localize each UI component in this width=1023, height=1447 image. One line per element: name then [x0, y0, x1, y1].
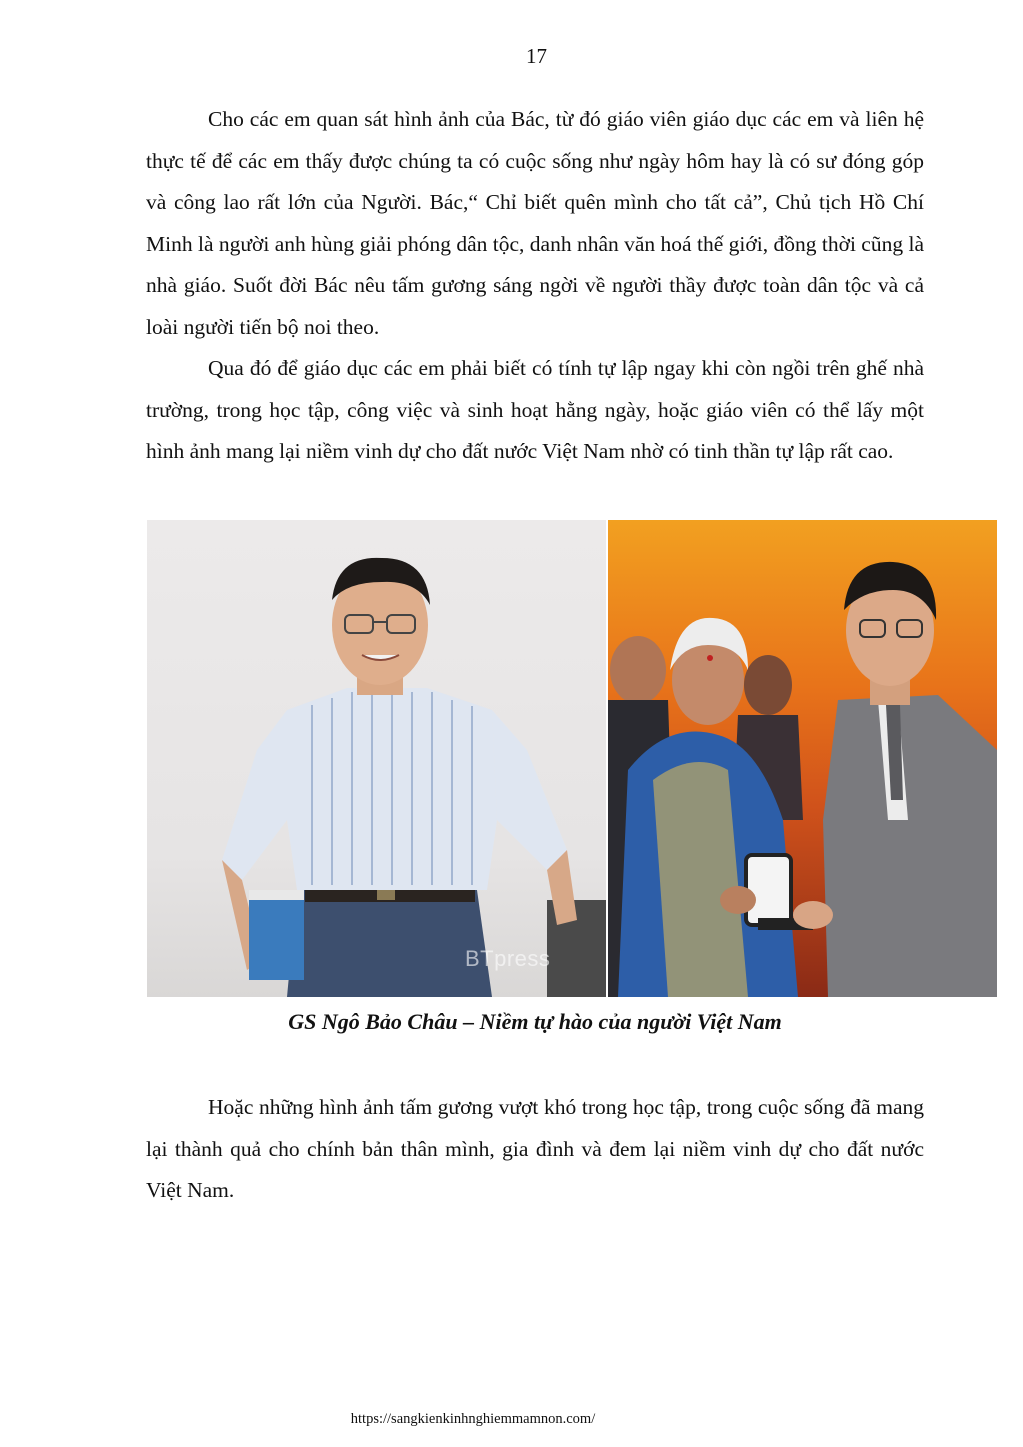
page-number: 17 [526, 44, 547, 68]
photo-award-ceremony [608, 520, 997, 997]
body-paragraph-1: Cho các em quan sát hình ảnh của Bác, từ đó giáo viên giáo dục các em và liên hệ thực tế để các em thấy được chúng ta có cuộc sống như ngày hôm hay là có sư đóng góp và công lao rất lớn của Người. Bác,“ Chỉ biết quên mình cho tất cả”, Chủ tịch Hồ Chí Minh là người anh hùng giải phóng dân tộc, danh nhân văn hoá thế giới, đồng thời cũng là nhà giáo. Suốt đời Bác nêu tấm gương sáng ngời về người thầy được toàn dân tộc và cả loài người tiến bộ noi theo. [146, 107, 924, 339]
body-paragraph-2: Qua đó để giáo dục các em phải biết có tính tự lập ngay khi còn ngồi trên ghế nhà trường, trong học tập, công việc và sinh hoạt hằng ngày, hoặc giáo viên có thể lấy một hình ảnh mang lại niềm vinh dự cho đất nước Việt Nam nhờ có tinh thần tự lập rất cao. [146, 356, 924, 463]
photo-caption: GS Ngô Bảo Châu – Niềm tự hào của người Việt Nam [288, 1009, 782, 1034]
photo-watermark: BTpress [465, 946, 551, 971]
body-paragraph-3: Hoặc những hình ảnh tấm gương vượt khó trong học tập, trong cuộc sống đã mang lại thành quả cho chính bản thân mình, gia đình và đem lại niềm vinh dự cho đất nước Việt Nam. [146, 1095, 924, 1202]
photo-portrait [147, 520, 606, 997]
footer-url: https://sangkienkinhnghiemmamnon.com/ [350, 1411, 596, 1427]
